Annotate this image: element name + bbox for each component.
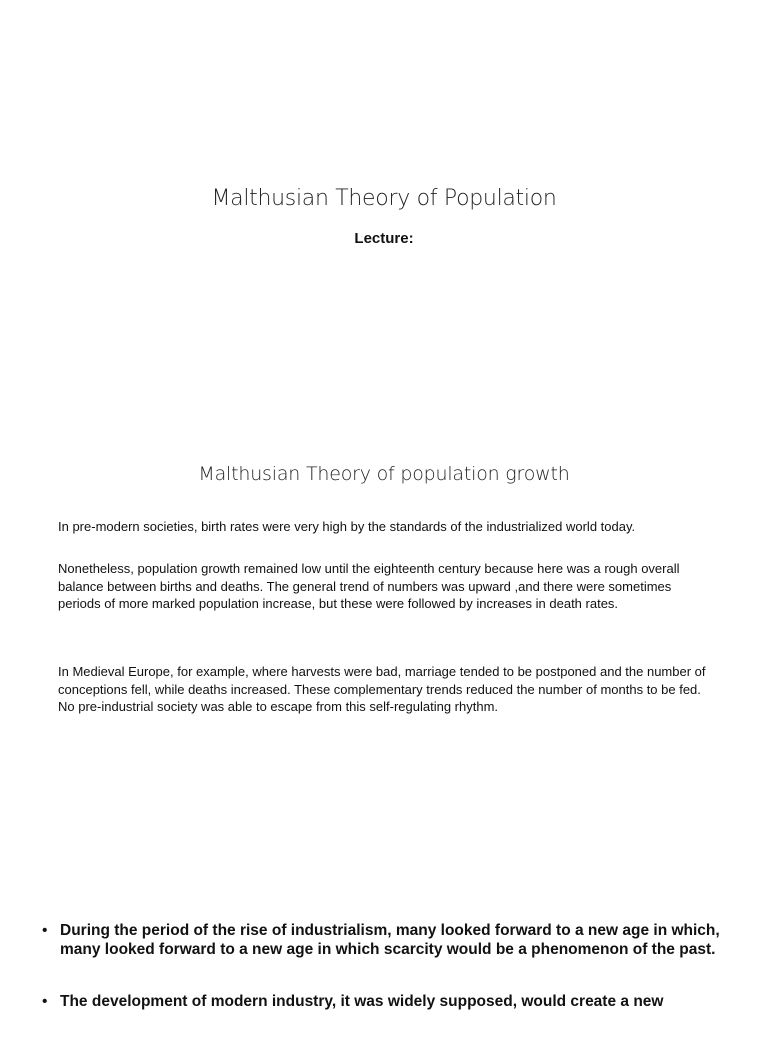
bullet-item-industrialism (40, 922, 730, 959)
section-title: Malthusian Theory of population growth (198, 463, 570, 485)
paragraph-pre-modern: In pre-modern societies, birth rates were very high by the standards of the industrialized world today. (58, 519, 636, 534)
bullet-text: During the period of the rise of industrialism, many looked forward to a new age in which, many looked forward to a new age in which scarcity would be a phenomenon of the past. (60, 922, 720, 958)
bullet-item-modern-industry (40, 993, 730, 1012)
bullet-list (40, 922, 730, 1046)
bullet-text: The development of modern industry, it was widely supposed, would create a new (60, 993, 664, 1010)
bullet-dot-icon: • (42, 922, 48, 939)
slide-subtitle: Lecture: (354, 230, 414, 247)
bullet-dot-icon: • (42, 993, 48, 1010)
paragraph-medieval-europe: In Medieval Europe, for example, where harvests were bad, marriage tended to be postponed and the number of conceptions fell, while deaths increased. These complementary trends reduced the number of months to be fed. No pre-industrial society was able to escape from this self-regulating rhythm. (58, 664, 706, 714)
paragraph-nonetheless: Nonetheless, population growth remained low until the eighteenth century because here was a rough overall balance between births and deaths. The general trend of numbers was upward ,and there were sometimes periods of more marked population increase, but these were followed by increases in death rates. (58, 561, 680, 611)
slide-title: Malthusian Theory of Population (211, 186, 557, 211)
